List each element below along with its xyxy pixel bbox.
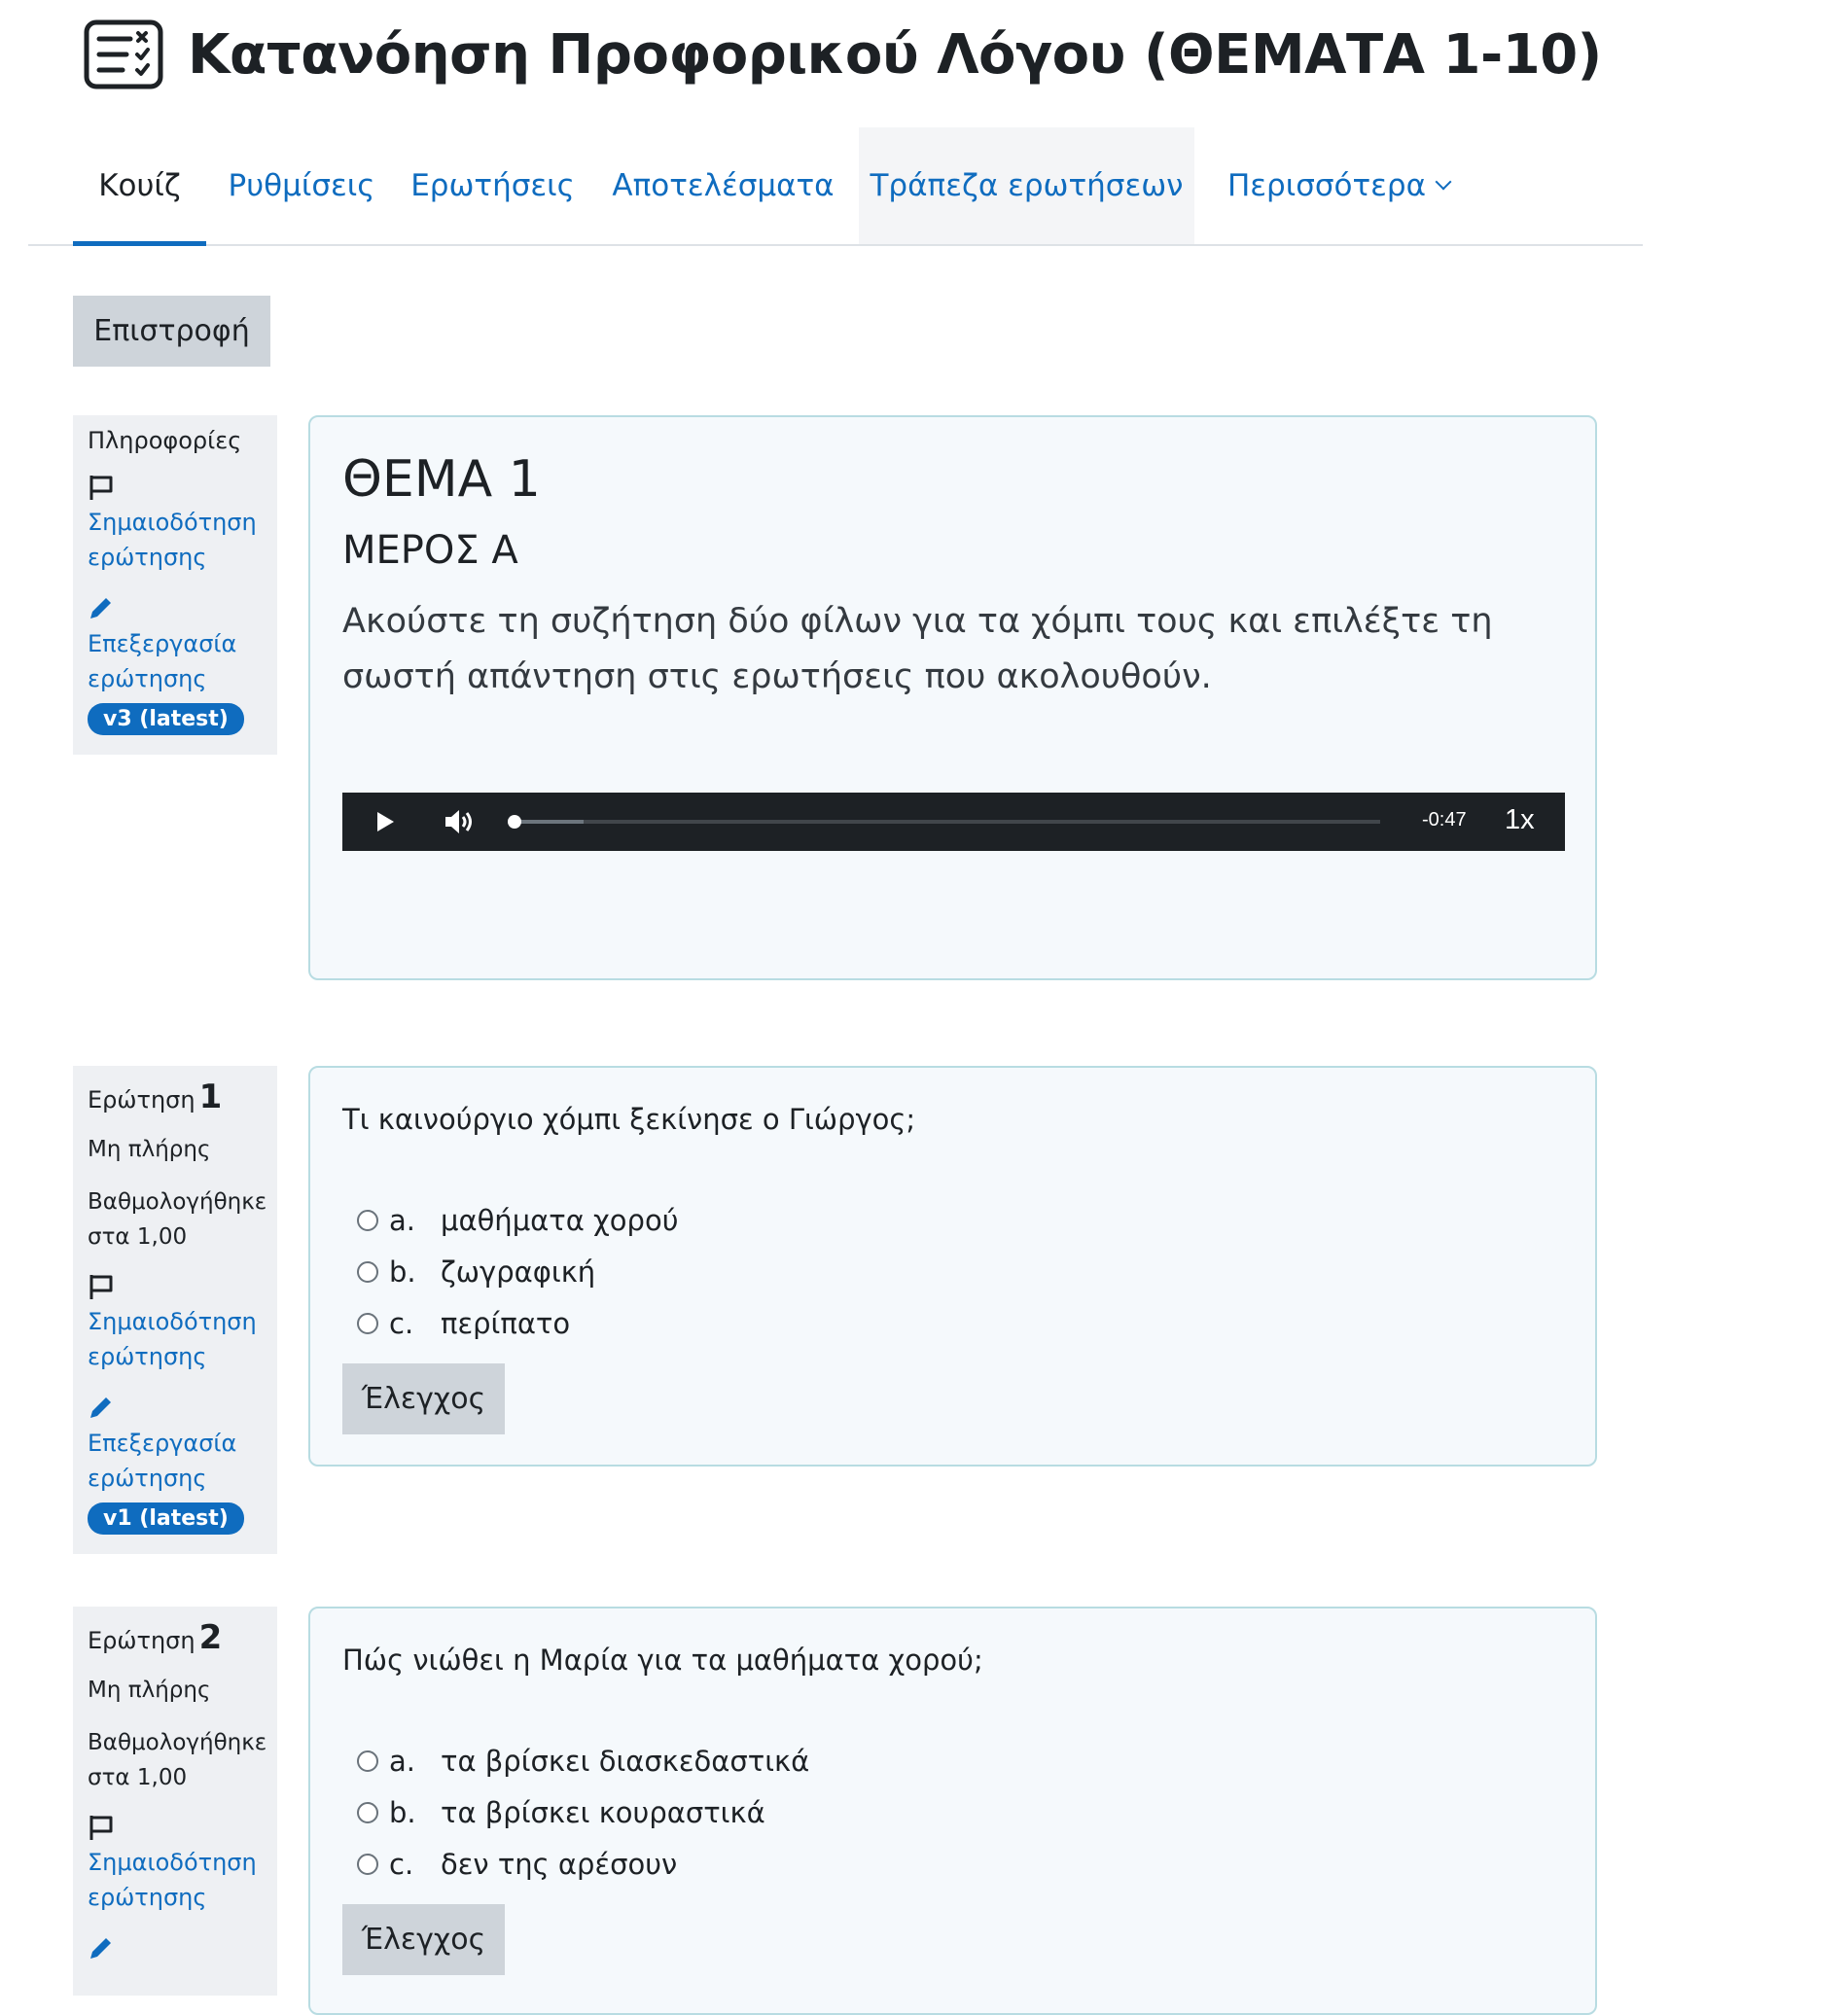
radio-button[interactable] [357,1313,378,1334]
question-grade: Βαθμολογήθηκε στα 1,00 [88,1189,267,1250]
page-title: Κατανόηση Προφορικού Λόγου (ΘΕΜΑΤΑ 1-10) [188,22,1602,87]
audio-progress-handle[interactable] [508,815,521,829]
flag-icon[interactable] [88,474,115,501]
info-block-sidebar [73,415,277,755]
audio-player [342,793,1565,851]
question-2-info [73,1607,277,1996]
tab-more[interactable]: Περισσότερα [1207,127,1470,244]
answer-option[interactable]: b. τα βρίσκει κουραστικά [357,1786,809,1838]
question-state: Μη πλήρης [88,1137,211,1162]
audio-progress-slider[interactable] [515,820,1380,824]
tab-question-bank[interactable]: Τράπεζα ερωτήσεων [859,127,1194,244]
radio-button[interactable] [357,1802,378,1823]
info-content [308,415,1597,980]
volume-icon[interactable] [444,808,475,835]
version-badge: v1 (latest) [88,1502,244,1535]
question-text: Τι καινούργιο χόμπι ξεκίνησε ο Γιώργος; [342,1103,916,1136]
tab-results[interactable]: Αποτελέσματα [612,168,835,203]
edit-question-link[interactable]: Επεξεργασία ερώτησης [88,630,237,692]
question-grade: Βαθμολογήθηκε στα 1,00 [88,1730,267,1790]
audio-time: -0:47 [1422,809,1467,831]
audio-buffered-bar [515,820,584,824]
check-button[interactable]: Έλεγχος [342,1363,505,1434]
info-heading: Πληροφορίες [88,427,242,454]
pencil-icon[interactable] [88,1934,115,1962]
answer-list [357,1735,809,1890]
question-number: Ερώτηση 1 [88,1078,223,1116]
radio-button[interactable] [357,1854,378,1875]
radio-button[interactable] [357,1750,378,1772]
pencil-icon[interactable] [88,594,115,621]
page-header [84,19,1602,89]
flag-question-link[interactable]: Σημαιοδότηση ερώτησης [88,1308,257,1370]
question-1-content [308,1066,1597,1467]
flag-question-link[interactable]: Σημαιοδότηση ερώτησης [88,1849,257,1911]
play-icon[interactable] [373,810,397,833]
question-state: Μη πλήρης [88,1678,211,1703]
version-badge: v3 (latest) [88,703,244,735]
return-button[interactable]: Επιστροφή [73,296,270,367]
radio-button[interactable] [357,1210,378,1231]
quiz-checklist-icon [84,19,163,89]
check-button[interactable]: Έλεγχος [342,1904,505,1975]
playback-speed-button[interactable]: 1x [1505,804,1535,835]
secondary-navigation [28,127,1643,246]
answer-option[interactable]: c. δεν της αρέσουν [357,1838,809,1890]
tab-quiz[interactable]: Κουίζ [73,127,206,244]
chevron-down-icon [1436,174,1452,191]
tab-questions[interactable]: Ερωτήσεις [410,168,575,203]
answer-option[interactable]: b. ζωγραφική [357,1246,678,1297]
answer-list [357,1194,678,1349]
question-2-content [308,1607,1597,2015]
flag-icon[interactable] [88,1273,115,1300]
instructions-text: Ακούστε τη συζήτηση δύο φίλων για τα χόμπι τους και επιλέξτε τη σωστή απάντηση στις ερωτήσεις που ακολουθούν. [342,602,1493,696]
question-number: Ερώτηση 2 [88,1618,223,1657]
part-title: ΜΕΡΟΣ Α [342,528,518,573]
tab-settings[interactable]: Ρυθμίσεις [228,168,375,203]
pencil-icon[interactable] [88,1394,115,1421]
question-text: Πώς νιώθει η Μαρία για τα μαθήματα χορού; [342,1644,983,1677]
question-1-info [73,1066,277,1554]
radio-button[interactable] [357,1261,378,1283]
theme-title: ΘΕΜΑ 1 [342,450,541,509]
edit-question-link[interactable]: Επεξεργασία ερώτησης [88,1430,237,1492]
flag-question-link[interactable]: Σημαιοδότηση ερώτησης [88,509,257,571]
answer-option[interactable]: a. μαθήματα χορού [357,1194,678,1246]
answer-option[interactable]: a. τα βρίσκει διασκεδαστικά [357,1735,809,1786]
answer-option[interactable]: c. περίπατο [357,1297,678,1349]
flag-icon[interactable] [88,1814,115,1841]
